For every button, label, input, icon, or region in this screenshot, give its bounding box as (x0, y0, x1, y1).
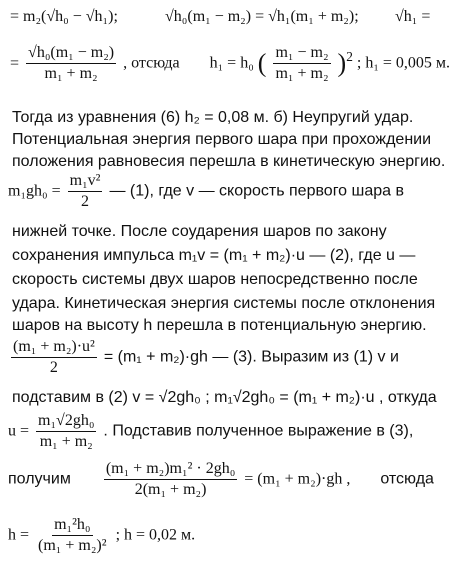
fraction-denominator: 2 (81, 193, 90, 210)
eq-h1-value: ; h₁ = 0,005 м. (356, 54, 451, 72)
eq-16-tail: ; h = 0,02 м. (115, 526, 196, 544)
eq-line-15 (8, 460, 463, 504)
fraction-denominator: 2 (49, 359, 58, 376)
fraction-denominator: (m₁ + m₂)² (38, 537, 107, 554)
fraction-energy-balance (104, 460, 237, 499)
text-line-4: Потенциальная энергия первого шара при прохождении (12, 131, 432, 148)
fraction-denominator: m₁ + m₂ (275, 65, 329, 82)
eq-line-14 (8, 412, 463, 456)
text-line-13: подставим в (2) v = √2gh₀ ; m₁√2gh₀ = (m₁ + m₂)·u , откуда (12, 389, 437, 406)
eq-15-mid: = (m₁ + m₂)·gh , (244, 470, 351, 488)
text-otsyuda-2: отсюда (380, 470, 434, 488)
fraction-numerator: (m₁ + m₂)m₁² · 2gh₀ (104, 460, 237, 480)
text-line-11: шаров на высоту h перешла в потенциальную энергию. (12, 317, 427, 334)
text-line-9: скорость системы двух шаров непосредственно после (12, 271, 418, 288)
eq-16-lhs: h = (8, 526, 30, 544)
fraction-h (36, 516, 109, 555)
fraction-numerator: m₁√2gh₀ (36, 412, 96, 432)
fraction-kinetic-energy (68, 172, 103, 211)
fraction-sqrt-h1 (26, 44, 116, 83)
text-line-7: нижней точке. После соударения шаров по закону (12, 223, 387, 240)
fraction-denominator: m₁ + m₂ (39, 433, 93, 450)
eq-line-2: = $\frac{\text{√h₀(m₁ − m₂)}}{\text{m₁ + m₂}}$ , отсюда h₁ = h₀ ( $\frac{\text{m₁ − m₂}}{\text{m₁ + m₂}}$ )$^2$ ; h₁ = 0,005 м. (10, 44, 451, 82)
eq-h1-lhs: h₁ = h₀ (209, 54, 254, 72)
eq-14-tail: . Подставив полученное выражение в (3), (103, 422, 414, 440)
fraction-u (36, 412, 96, 451)
eq-6-tail: — (1), где v — скорость первого шара в (109, 182, 404, 200)
text-line-3: Тогда из уравнения (6) h₂ = 0,08 м. б) Неупругий удар. (12, 109, 414, 126)
fraction-numerator: (m₁ + m₂)·u² (11, 338, 97, 358)
eq-line-12 (8, 338, 463, 382)
eq-14-lhs: u = (8, 422, 30, 440)
eq-line-1a: = m₂(√h₀ − √h₁); (10, 8, 118, 25)
text-poluchim: получим (8, 470, 71, 488)
eq-line-1b: √h₀(m₁ − m₂) = √h₁(m₁ + m₂); (165, 8, 359, 25)
text-line-10: удара. Кинетическая энергия системы после отклонения (12, 295, 436, 312)
eq-6-lhs: m₁gh₀ = (8, 182, 61, 200)
eq-12-tail: = (m₁ + m₂)·gh — (3). Выразим из (1) v и (103, 348, 399, 366)
fraction-denominator: m₁ + m₂ (44, 65, 98, 82)
fraction-numerator: m₁v² (68, 172, 103, 192)
fraction-h1-ratio (273, 44, 330, 83)
fraction-system-energy (11, 338, 97, 377)
fraction-numerator: m₁ − m₂ (273, 44, 330, 64)
fraction-denominator: 2(m₁ + m₂) (134, 481, 207, 498)
text-otsyuda: , отсюда (123, 54, 180, 72)
fraction-numerator: m₁²h₀ (52, 516, 92, 536)
text-line-8: сохранения импульса m₁v = (m₁ + m₂)·u — (2), где u — (12, 247, 416, 264)
text-line-5: положения равновесия перешла в кинетическую энергию. (12, 153, 446, 170)
eq-line-1c: √h₁ = (395, 8, 431, 25)
fraction-numerator: √h₀(m₁ − m₂) (26, 44, 116, 64)
eq-line-6 (8, 172, 463, 216)
eq-line-16 (8, 516, 463, 560)
